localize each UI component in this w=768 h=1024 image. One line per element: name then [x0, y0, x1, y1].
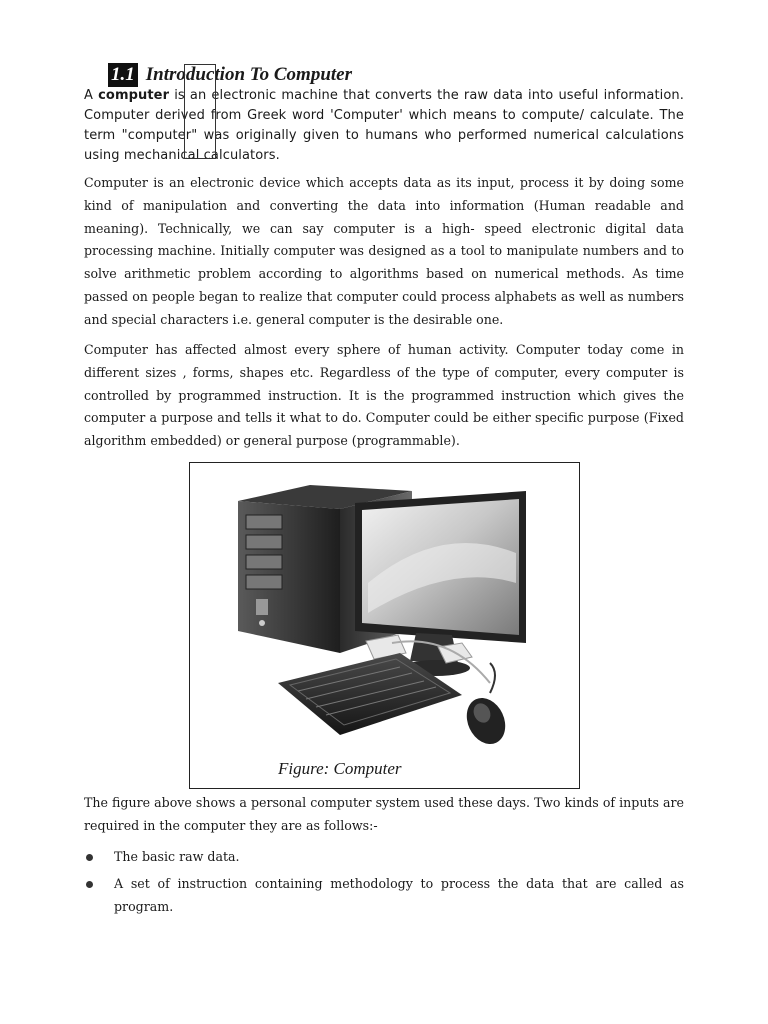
section-number: 1.1 [108, 63, 138, 87]
computer-illustration [190, 463, 581, 790]
section-title: Introduction To Computer [145, 64, 352, 85]
paragraph-impact: Computer has affected almost every sphere of human activity. Computer today come in different sizes , forms, shapes etc. Regardless of the type of computer, every computer is controlled by programmed instruction. It is the programmed instruction which gives the computer a purpose and tells it what to do. Computer could be either specific purpose (Fixed algorithm embedded) or general purpose (programmable). [84, 342, 684, 449]
list-item [84, 846, 684, 869]
mouse-icon [460, 663, 513, 750]
bullet-icon [86, 881, 93, 888]
list-item-text: The basic raw data. [114, 849, 240, 864]
figure-caption: Figure: Computer [278, 759, 402, 778]
text-cursor-box [184, 64, 216, 159]
bullet-icon [86, 854, 93, 861]
intro-bold-term: computer [98, 88, 170, 103]
section-heading [108, 62, 352, 88]
list-item-text: A set of instruction containing methodology to process the data that are called as program. [114, 875, 684, 914]
paragraph-definition: Computer is an electronic device which accepts data as its input, process it by doing some kind of manipulation and converting the data into information (Human readable and meaning). Technically, we can say computer is a high- speed electronic digital data processing machine. Initially computer was designed as a tool to manipulate numbers and to solve arithmetic problem according to algorithms based on numerical methods. As time passed on people began to realize that computer could process alphabets as well as numbers and special characters i.e. general computer is the desirable one. [84, 175, 684, 327]
intro-rest: is an electronic machine that converts the raw data into useful information. Computer derived from Greek word 'Computer' which means to compute/ calculate. The term "computer" was originally given to humans who performed numerical calculations using mechanical calculators. [84, 88, 684, 163]
list-item [84, 873, 684, 919]
computer-figure [189, 462, 580, 789]
intro-paragraph [84, 86, 684, 166]
paragraph-inputs: The figure above shows a personal computer system used these days. Two kinds of inputs are required in the computer they are as follows:- [84, 795, 684, 833]
intro-prefix: A [84, 88, 99, 103]
inputs-list [84, 846, 684, 922]
